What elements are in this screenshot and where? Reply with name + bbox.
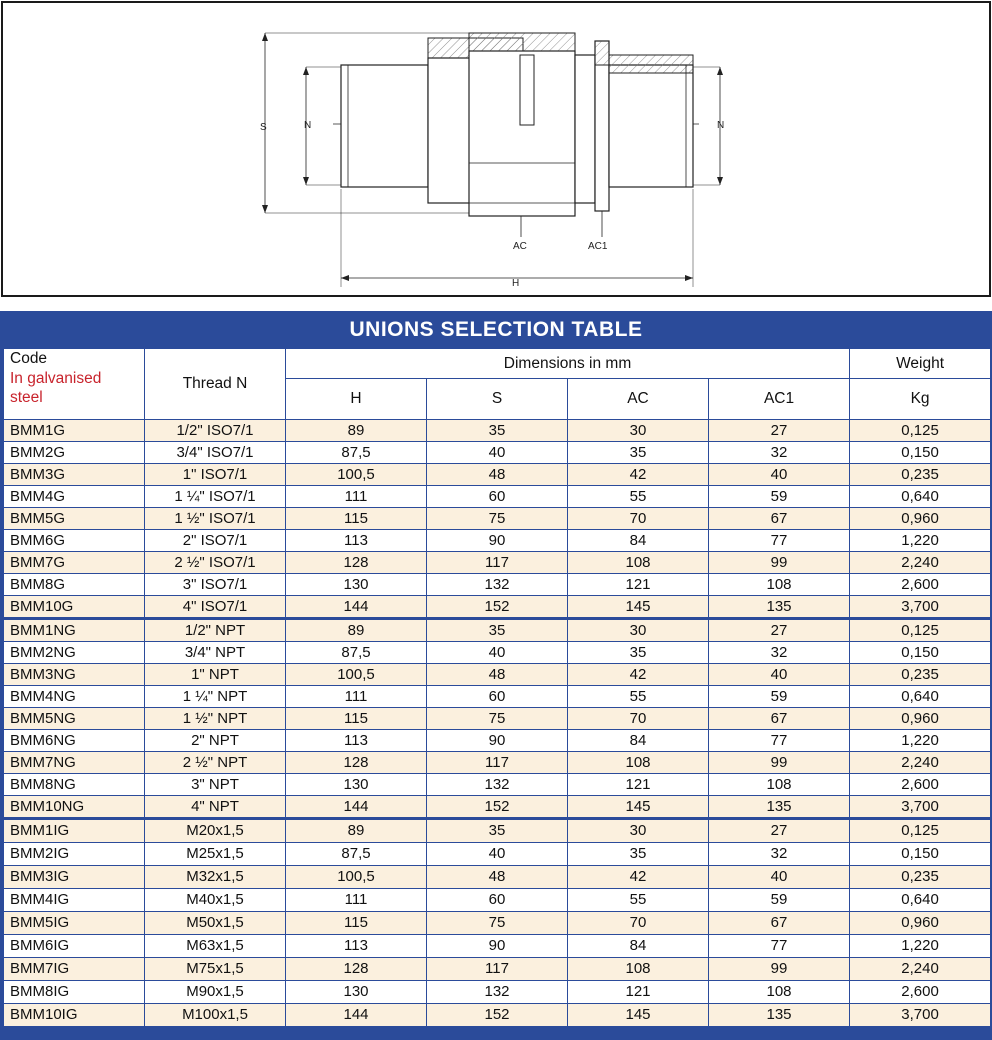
table-row: [4, 935, 991, 958]
label-n-left: N: [304, 120, 312, 131]
cell-ac1: 99: [709, 958, 850, 981]
cell-thread: 1" NPT: [145, 664, 286, 686]
cell-ac: 70: [568, 508, 709, 530]
table-row: [4, 552, 991, 574]
cell-ac: 108: [568, 552, 709, 574]
cell-ac1: 40: [709, 464, 850, 486]
weight-header: Weight: [850, 349, 991, 379]
cell-s: 40: [427, 843, 568, 866]
cell-code: BMM2G: [4, 442, 145, 464]
cell-s: 132: [427, 981, 568, 1004]
cell-s: 75: [427, 708, 568, 730]
table-row: [4, 596, 991, 619]
cell-kg: 1,220: [850, 530, 991, 552]
cell-code: BMM3G: [4, 464, 145, 486]
cell-ac: 30: [568, 819, 709, 843]
cell-ac1: 108: [709, 774, 850, 796]
s-header: S: [427, 379, 568, 420]
code-header: [4, 349, 145, 420]
cell-h: 87,5: [286, 442, 427, 464]
cell-h: 111: [286, 889, 427, 912]
cell-ac1: 27: [709, 420, 850, 442]
technical-drawing-frame: [1, 1, 991, 297]
cell-h: 89: [286, 619, 427, 642]
cell-s: 60: [427, 889, 568, 912]
table-row: [4, 664, 991, 686]
cell-thread: M90x1,5: [145, 981, 286, 1004]
cell-code: BMM8IG: [4, 981, 145, 1004]
cell-s: 48: [427, 866, 568, 889]
cell-code: BMM10G: [4, 596, 145, 619]
cell-s: 90: [427, 730, 568, 752]
cell-h: 111: [286, 686, 427, 708]
cell-thread: 3" NPT: [145, 774, 286, 796]
selection-table: [3, 348, 991, 1027]
cell-ac1: 67: [709, 708, 850, 730]
cell-ac: 35: [568, 843, 709, 866]
cell-thread: M20x1,5: [145, 819, 286, 843]
cell-s: 60: [427, 486, 568, 508]
cell-kg: 0,640: [850, 486, 991, 508]
selection-table-panel: [0, 311, 992, 1040]
cell-h: 144: [286, 596, 427, 619]
cell-ac: 108: [568, 958, 709, 981]
cell-ac1: 99: [709, 552, 850, 574]
cell-ac1: 99: [709, 752, 850, 774]
table-row: [4, 686, 991, 708]
cell-s: 60: [427, 686, 568, 708]
cell-ac1: 135: [709, 596, 850, 619]
label-ac1: AC1: [588, 241, 608, 252]
cell-ac: 70: [568, 912, 709, 935]
cell-kg: 3,700: [850, 796, 991, 819]
cell-code: BMM6NG: [4, 730, 145, 752]
cell-thread: M40x1,5: [145, 889, 286, 912]
dimensions-header: Dimensions in mm: [286, 349, 850, 379]
cell-s: 117: [427, 752, 568, 774]
table-row: [4, 442, 991, 464]
cell-code: BMM2NG: [4, 642, 145, 664]
cell-thread: 4" ISO7/1: [145, 596, 286, 619]
cell-h: 100,5: [286, 664, 427, 686]
cell-kg: 0,235: [850, 464, 991, 486]
cell-kg: 3,700: [850, 596, 991, 619]
cell-ac: 30: [568, 420, 709, 442]
cell-h: 144: [286, 796, 427, 819]
cell-code: BMM6G: [4, 530, 145, 552]
cell-s: 152: [427, 796, 568, 819]
cell-thread: M32x1,5: [145, 866, 286, 889]
cell-code: BMM4NG: [4, 686, 145, 708]
ac1-header: AC1: [709, 379, 850, 420]
label-n-right: N: [717, 120, 725, 131]
cell-ac: 30: [568, 619, 709, 642]
cell-ac1: 32: [709, 843, 850, 866]
cell-thread: M100x1,5: [145, 1004, 286, 1027]
cell-kg: 2,600: [850, 574, 991, 596]
cell-ac1: 135: [709, 1004, 850, 1027]
cell-code: BMM7NG: [4, 752, 145, 774]
cell-kg: 0,235: [850, 866, 991, 889]
cell-ac1: 77: [709, 530, 850, 552]
cell-s: 132: [427, 774, 568, 796]
cell-s: 48: [427, 664, 568, 686]
cell-code: BMM6IG: [4, 935, 145, 958]
cell-h: 115: [286, 508, 427, 530]
cell-ac1: 27: [709, 819, 850, 843]
cell-code: BMM1IG: [4, 819, 145, 843]
cell-ac: 145: [568, 596, 709, 619]
code-header-label: Code: [10, 350, 48, 367]
cell-h: 113: [286, 530, 427, 552]
left-pipe-end: [341, 65, 428, 187]
cell-kg: 2,240: [850, 752, 991, 774]
cell-kg: 0,150: [850, 642, 991, 664]
cell-ac1: 67: [709, 508, 850, 530]
cell-h: 144: [286, 1004, 427, 1027]
cell-code: BMM8G: [4, 574, 145, 596]
table-row: [4, 420, 991, 442]
cell-ac1: 108: [709, 574, 850, 596]
cell-code: BMM5G: [4, 508, 145, 530]
cell-kg: 0,640: [850, 889, 991, 912]
cell-ac: 42: [568, 664, 709, 686]
cell-code: BMM10IG: [4, 1004, 145, 1027]
cell-s: 90: [427, 935, 568, 958]
header-row-1: [4, 349, 991, 379]
cell-thread: 3/4" ISO7/1: [145, 442, 286, 464]
cell-ac1: 59: [709, 889, 850, 912]
cell-s: 117: [427, 552, 568, 574]
cell-thread: 1/2" NPT: [145, 619, 286, 642]
cell-h: 130: [286, 981, 427, 1004]
cell-h: 128: [286, 552, 427, 574]
table-row: [4, 958, 991, 981]
cell-ac: 55: [568, 686, 709, 708]
nut-section: [469, 33, 575, 51]
cell-h: 130: [286, 774, 427, 796]
cell-kg: 1,220: [850, 730, 991, 752]
cell-thread: M63x1,5: [145, 935, 286, 958]
cell-s: 75: [427, 508, 568, 530]
table-row: [4, 912, 991, 935]
cell-thread: 2" NPT: [145, 730, 286, 752]
cell-ac: 55: [568, 486, 709, 508]
cell-thread: 1 ½" NPT: [145, 708, 286, 730]
union-cross-section-drawing: [3, 3, 989, 295]
cell-ac1: 77: [709, 935, 850, 958]
cell-kg: 2,240: [850, 958, 991, 981]
cell-h: 100,5: [286, 866, 427, 889]
label-ac: AC: [513, 241, 527, 252]
cell-s: 152: [427, 596, 568, 619]
cell-thread: 1 ½" ISO7/1: [145, 508, 286, 530]
cell-ac: 84: [568, 730, 709, 752]
cell-h: 89: [286, 420, 427, 442]
table-row: [4, 752, 991, 774]
cell-s: 40: [427, 442, 568, 464]
thread-header: Thread N: [145, 349, 286, 420]
cell-code: BMM4IG: [4, 889, 145, 912]
cell-h: 87,5: [286, 843, 427, 866]
cell-ac: 84: [568, 935, 709, 958]
kg-header: Kg: [850, 379, 991, 420]
cell-s: 35: [427, 420, 568, 442]
cell-thread: 2 ½" ISO7/1: [145, 552, 286, 574]
cell-thread: M25x1,5: [145, 843, 286, 866]
cell-code: BMM4G: [4, 486, 145, 508]
cell-s: 90: [427, 530, 568, 552]
cell-thread: 1 ¼" ISO7/1: [145, 486, 286, 508]
cell-ac1: 135: [709, 796, 850, 819]
right-flange: [595, 41, 609, 211]
label-s: S: [260, 122, 267, 133]
cell-kg: 2,600: [850, 774, 991, 796]
cell-s: 40: [427, 642, 568, 664]
cell-h: 128: [286, 752, 427, 774]
table-row: [4, 866, 991, 889]
ac-header: AC: [568, 379, 709, 420]
table-row: [4, 642, 991, 664]
cell-ac: 145: [568, 796, 709, 819]
cell-code: BMM5NG: [4, 708, 145, 730]
table-row: [4, 508, 991, 530]
cell-kg: 0,235: [850, 664, 991, 686]
h-header: H: [286, 379, 427, 420]
cell-kg: 0,125: [850, 619, 991, 642]
cell-h: 113: [286, 935, 427, 958]
cell-code: BMM1G: [4, 420, 145, 442]
cell-kg: 0,150: [850, 442, 991, 464]
table-row: [4, 981, 991, 1004]
cell-s: 132: [427, 574, 568, 596]
seal-ring: [520, 55, 534, 125]
code-header-note: In galvanised steel: [10, 370, 102, 406]
cell-kg: 1,220: [850, 935, 991, 958]
cell-thread: 1/2" ISO7/1: [145, 420, 286, 442]
cell-kg: 2,240: [850, 552, 991, 574]
cell-ac1: 32: [709, 642, 850, 664]
cell-ac: 108: [568, 752, 709, 774]
cell-s: 35: [427, 819, 568, 843]
cell-ac: 70: [568, 708, 709, 730]
cell-s: 152: [427, 1004, 568, 1027]
cell-thread: 1 ¼" NPT: [145, 686, 286, 708]
cell-h: 100,5: [286, 464, 427, 486]
cell-kg: 0,960: [850, 508, 991, 530]
right-collar: [575, 55, 595, 203]
cell-ac: 35: [568, 642, 709, 664]
cell-h: 130: [286, 574, 427, 596]
cell-h: 89: [286, 819, 427, 843]
cell-s: 117: [427, 958, 568, 981]
table-row: [4, 889, 991, 912]
cell-ac1: 59: [709, 486, 850, 508]
table-row: [4, 708, 991, 730]
cell-ac1: 32: [709, 442, 850, 464]
label-h: H: [512, 278, 520, 289]
cell-ac: 35: [568, 442, 709, 464]
cell-code: BMM3IG: [4, 866, 145, 889]
cell-ac: 42: [568, 464, 709, 486]
table-row: [4, 574, 991, 596]
cell-thread: 3" ISO7/1: [145, 574, 286, 596]
table-row: [4, 774, 991, 796]
cell-s: 35: [427, 619, 568, 642]
cell-ac1: 67: [709, 912, 850, 935]
cell-thread: M50x1,5: [145, 912, 286, 935]
cell-kg: 0,125: [850, 420, 991, 442]
cell-h: 111: [286, 486, 427, 508]
table-row: [4, 730, 991, 752]
cell-s: 48: [427, 464, 568, 486]
table-row: [4, 843, 991, 866]
cell-thread: 2" ISO7/1: [145, 530, 286, 552]
cell-h: 113: [286, 730, 427, 752]
cell-kg: 0,960: [850, 912, 991, 935]
cell-thread: 1" ISO7/1: [145, 464, 286, 486]
cell-ac1: 27: [709, 619, 850, 642]
cell-ac1: 40: [709, 866, 850, 889]
cell-ac: 145: [568, 1004, 709, 1027]
table-row: [4, 464, 991, 486]
cell-ac: 84: [568, 530, 709, 552]
cell-kg: 0,125: [850, 819, 991, 843]
cell-s: 75: [427, 912, 568, 935]
cell-h: 115: [286, 912, 427, 935]
cell-kg: 0,960: [850, 708, 991, 730]
cell-h: 87,5: [286, 642, 427, 664]
cell-kg: 0,150: [850, 843, 991, 866]
cell-code: BMM7G: [4, 552, 145, 574]
table-row: [4, 619, 991, 642]
cell-ac1: 40: [709, 664, 850, 686]
cell-ac: 121: [568, 981, 709, 1004]
cell-thread: 4" NPT: [145, 796, 286, 819]
table-title: UNIONS SELECTION TABLE: [349, 318, 643, 341]
cell-thread: 2 ½" NPT: [145, 752, 286, 774]
cell-thread: M75x1,5: [145, 958, 286, 981]
cell-code: BMM1NG: [4, 619, 145, 642]
cell-thread: 3/4" NPT: [145, 642, 286, 664]
cell-kg: 3,700: [850, 1004, 991, 1027]
table-row: [4, 796, 991, 819]
cell-ac: 121: [568, 774, 709, 796]
right-pipe-end: [609, 65, 693, 187]
cell-ac1: 77: [709, 730, 850, 752]
cell-kg: 2,600: [850, 981, 991, 1004]
cell-h: 115: [286, 708, 427, 730]
table-row: [4, 486, 991, 508]
cell-ac: 55: [568, 889, 709, 912]
cell-ac: 42: [568, 866, 709, 889]
cell-ac1: 108: [709, 981, 850, 1004]
cell-code: BMM2IG: [4, 843, 145, 866]
cell-code: BMM8NG: [4, 774, 145, 796]
table-row: [4, 1004, 991, 1027]
table-row: [4, 530, 991, 552]
cell-code: BMM10NG: [4, 796, 145, 819]
cell-code: BMM5IG: [4, 912, 145, 935]
cell-code: BMM7IG: [4, 958, 145, 981]
cell-kg: 0,640: [850, 686, 991, 708]
cell-ac1: 59: [709, 686, 850, 708]
table-row: [4, 819, 991, 843]
cell-h: 128: [286, 958, 427, 981]
cell-ac: 121: [568, 574, 709, 596]
cell-code: BMM3NG: [4, 664, 145, 686]
